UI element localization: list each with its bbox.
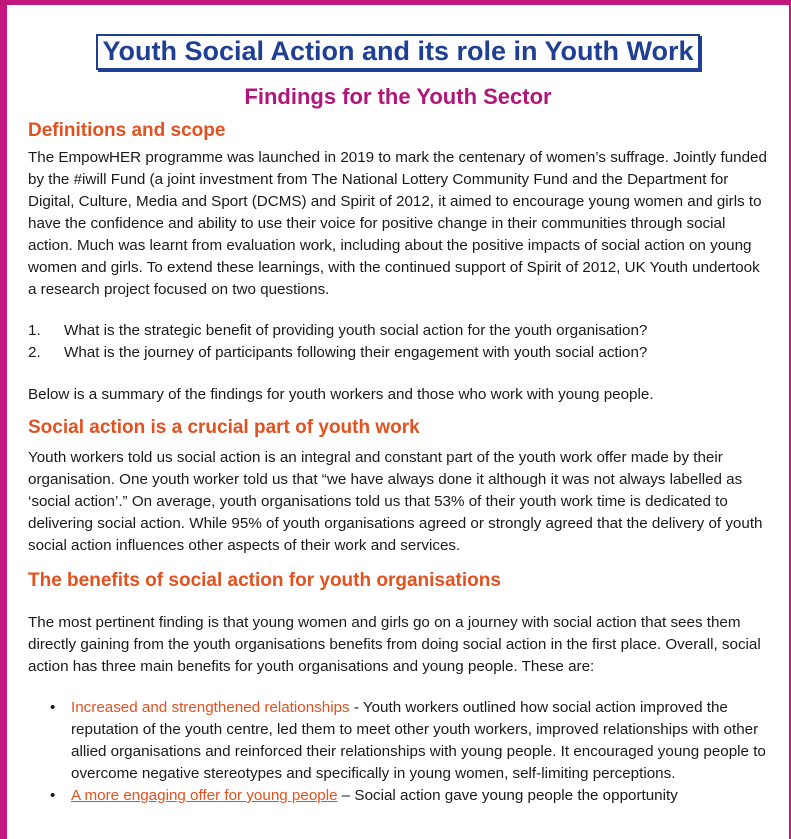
list-item-text: What is the journey of participants following their engagement with youth social action? [64, 344, 648, 361]
page-border-top [0, 0, 791, 5]
benefit-text: – Social action gave young people the opportunity [337, 787, 678, 804]
benefits-list [28, 697, 768, 807]
section-heading-definitions: Definitions and scope [28, 120, 226, 141]
list-item-text: What is the strategic benefit of providing youth social action for the youth organisation? [64, 322, 648, 339]
questions-list [28, 320, 768, 364]
bullet-icon: • [50, 699, 56, 716]
document-page [28, 8, 768, 807]
page-title: Youth Social Action and its role in Youth Work [96, 34, 699, 70]
list-item [28, 785, 768, 807]
benefit-text: - Youth workers outlined how social action improved the reputation of the youth centre, led them to meet other youth workers, improved relationships with other allied organisations and reinforced their relationships with young people. It encouraged young people to overcome negative stereotypes and specifically in young women, self-limiting perceptions. [71, 699, 766, 782]
title-wrap [28, 34, 768, 70]
summary-paragraph: Below is a summary of the findings for youth workers and those who work with young people. [28, 386, 654, 403]
list-item-text [71, 785, 678, 807]
section-heading-benefits: The benefits of social action for youth organisations [28, 570, 501, 591]
page-subtitle: Findings for the Youth Sector [244, 84, 552, 109]
list-item [28, 320, 768, 342]
list-item [28, 342, 768, 364]
list-number: 2. [28, 344, 41, 361]
definitions-paragraph: The EmpowHER programme was launched in 2019 to mark the centenary of women’s suffrage. Jointly funded by the #iwill Fund (a joint investment from The National Lottery Community Fund and the Department for Digital, Culture, Media and Sport (DCMS) and Spirit of 2012, it aimed to encourage young women and girls to have the confidence and ability to use their voice for positive change in their communities through social action. Much was learnt from evaluation work, including about the positive impacts of social action on young women and girls. To extend these learnings, with the continued support of Spirit of 2012, UK Youth undertook a research project focused on two questions. [28, 149, 767, 298]
list-item [28, 697, 768, 785]
bullet-icon: • [50, 787, 56, 804]
list-item-text [71, 697, 768, 785]
section-heading-crucial: Social action is a crucial part of youth work [28, 417, 420, 438]
benefits-paragraph: The most pertinent finding is that young women and girls go on a journey with social action that sees them directly gaining from the youth organisations benefits from doing social action in the first place. Overall, social action has three main benefits for youth organisations and young people. These are: [28, 614, 761, 675]
benefit-highlight: Increased and strengthened relationships [71, 699, 350, 716]
list-number: 1. [28, 322, 41, 339]
page-border-left [0, 0, 7, 839]
benefit-highlight: A more engaging offer for young people [71, 787, 338, 804]
crucial-paragraph: Youth workers told us social action is an integral and constant part of the youth work offer made by their organisation. One youth worker told us that “we have always done it although it was not always labelled as ‘social action’.” On average, youth organisations told us that 53% of their youth work time is dedicated to delivering social action. While 95% of youth organisations agreed or strongly agreed that the delivery of youth social action influences other aspects of their work and services. [28, 449, 763, 554]
